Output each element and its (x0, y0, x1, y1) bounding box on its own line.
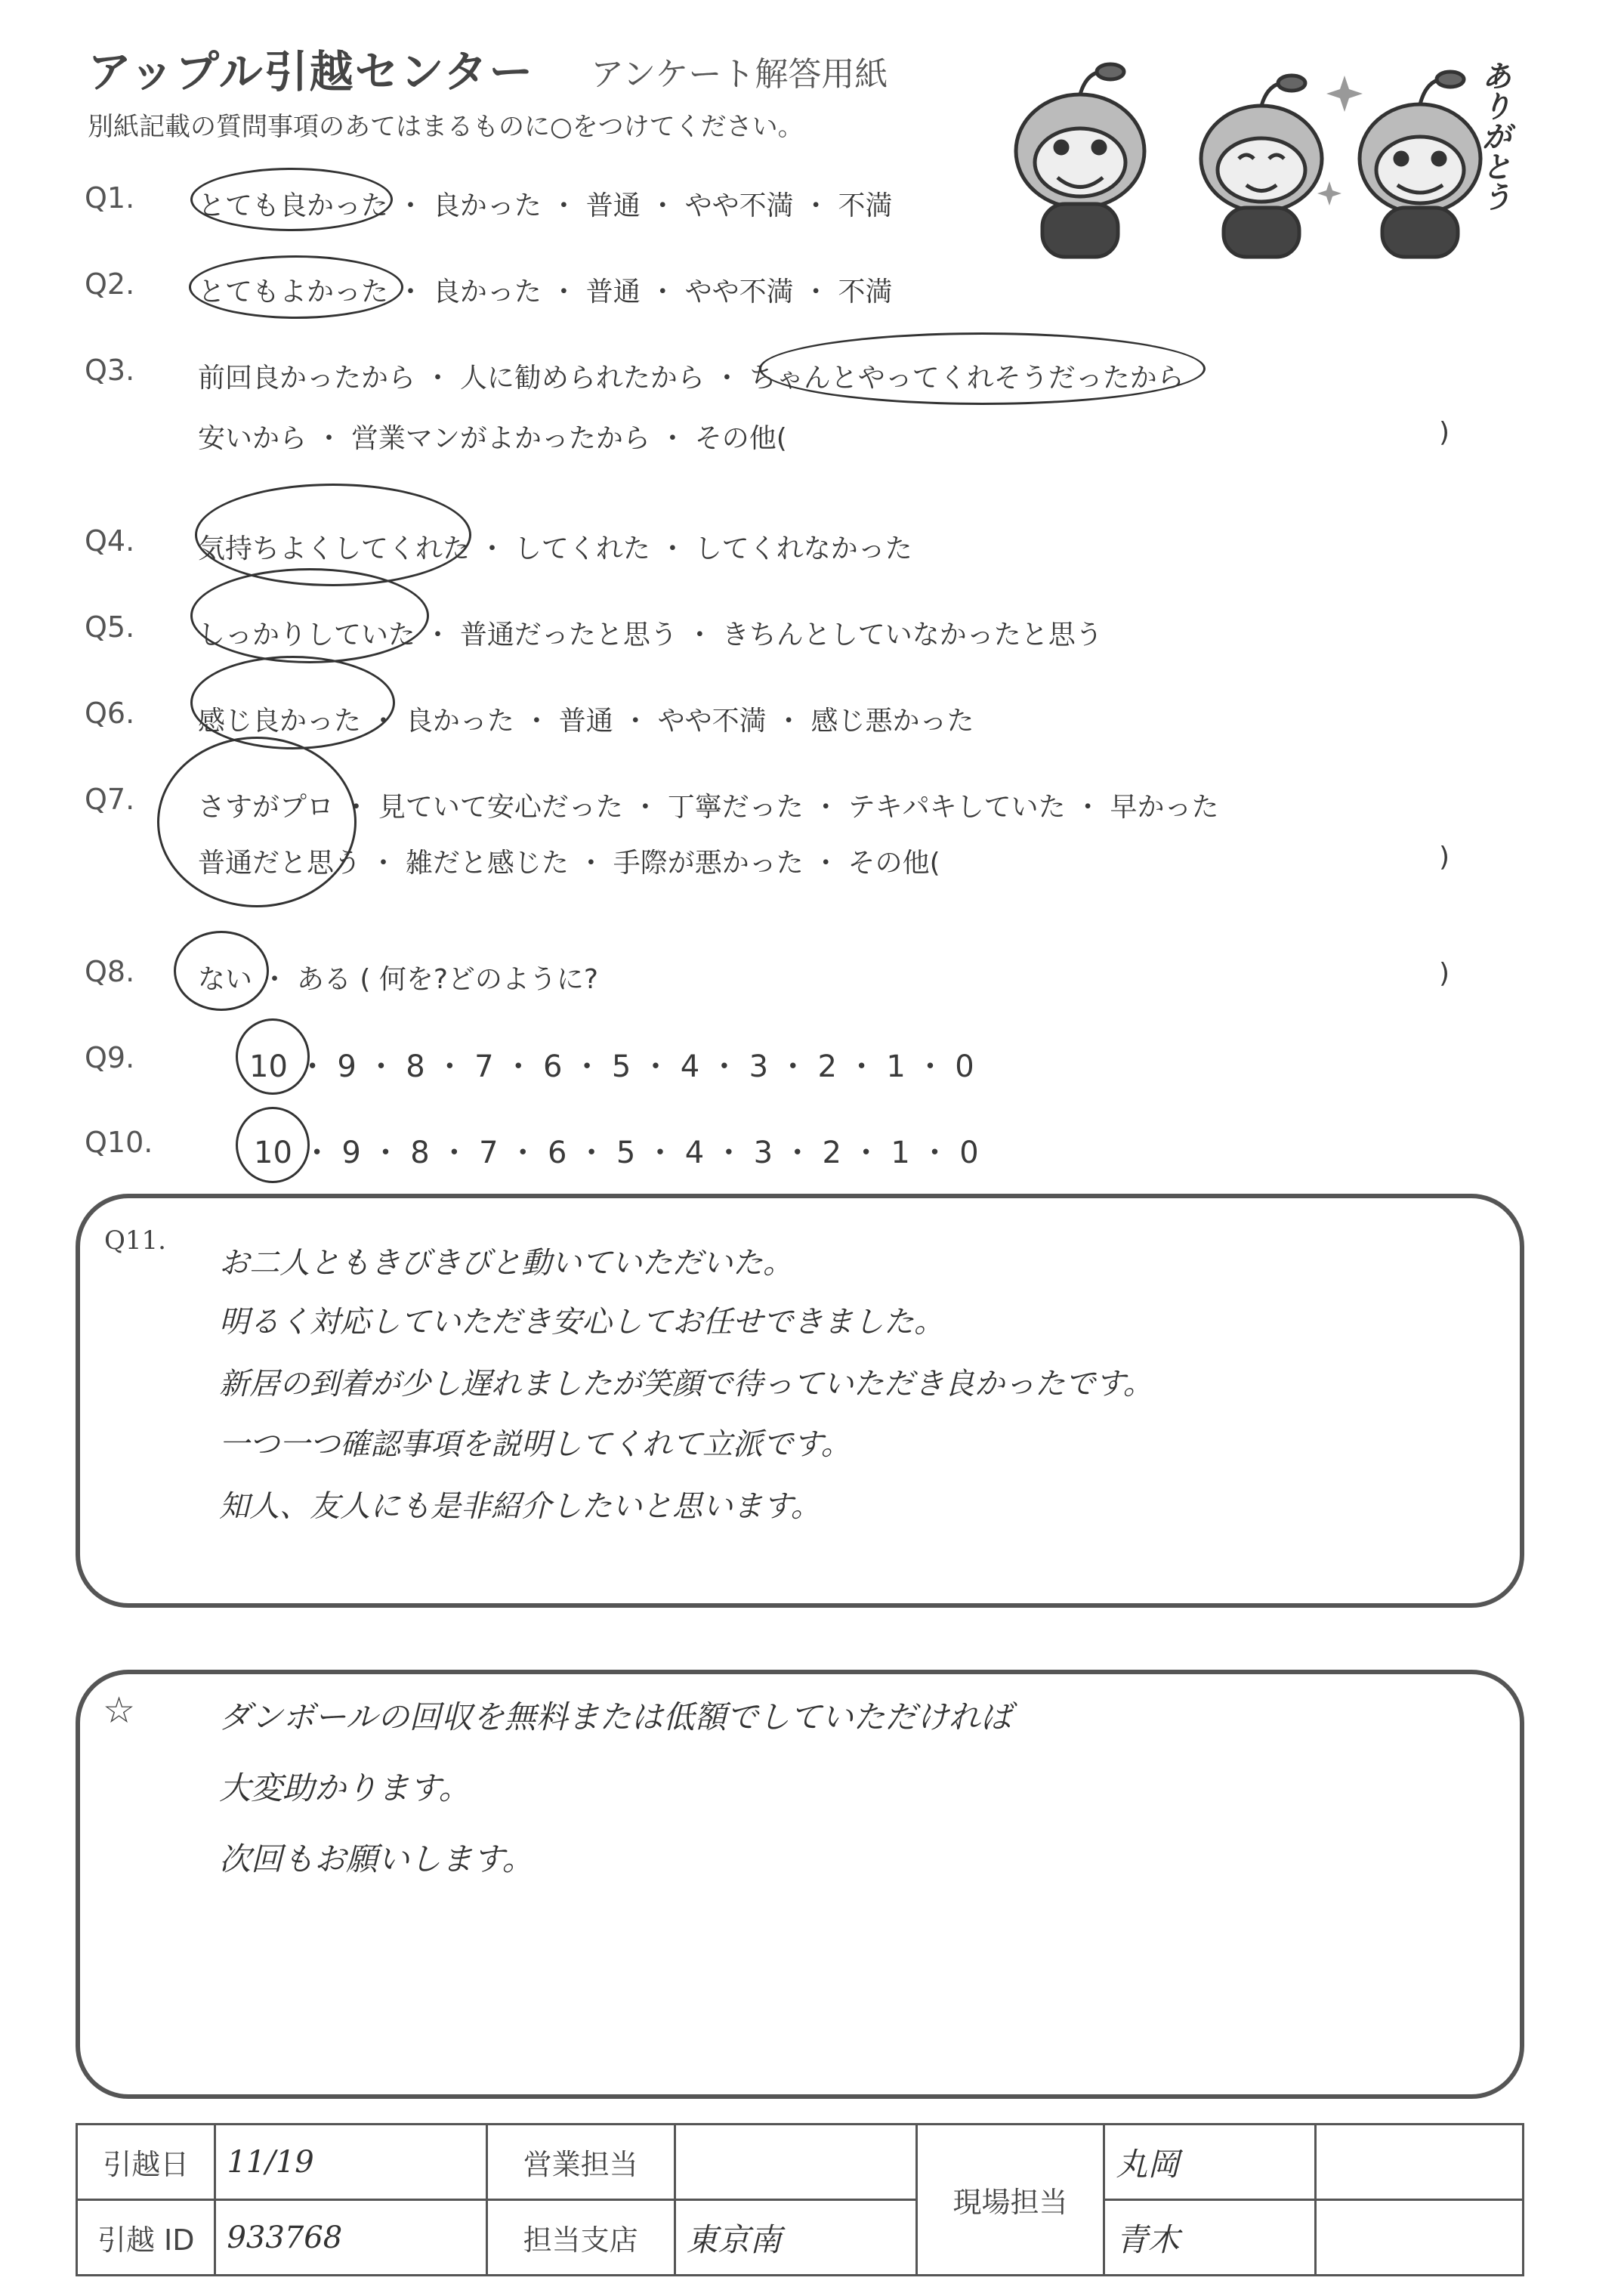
answer-circle (189, 255, 403, 319)
question-options-line2: 安いから ・ 営業マンがよかったから ・ その他( (198, 423, 787, 454)
answer-circle (236, 1107, 310, 1183)
form-subtitle: アンケート解答用紙 (591, 55, 888, 94)
question-options-line2: 普通だと思う ・ 雑だと感じた ・ 手際が悪かった ・ その他( (198, 848, 940, 879)
branch-value: 東京南 (675, 2200, 916, 2276)
question-options: 気持ちよくしてくれた ・ してくれた ・ してくれなかった (198, 533, 912, 564)
site-staff-2: 青木 (1104, 2200, 1316, 2276)
branch-label: 担当支店 (486, 2200, 675, 2276)
star-comment-line: ダンボールの回収を無料または低額でしていただければ (219, 1698, 1012, 1735)
company-title: アップル引越センター (88, 46, 535, 97)
question-label: Q2. (85, 267, 135, 301)
q11-label: Q11. (104, 1225, 166, 1256)
star-comment-line: 次回もお願いします。 (219, 1840, 534, 1877)
question-label: Q9. (85, 1041, 135, 1074)
question-label: Q1. (85, 181, 135, 215)
question-options: ない ・ ある ( 何を?どのように? (198, 964, 599, 995)
close-paren: ) (1439, 958, 1450, 989)
sales-staff-value (675, 2125, 916, 2200)
question-options: 感じ良かった ・ 良かった ・ 普通 ・ やや不満 ・ 感じ悪かった (198, 706, 974, 737)
monkey-icon (1201, 76, 1322, 257)
answer-circle (190, 168, 393, 231)
q11-comment-line: 新居の到着が少し遅れましたが笑顔で待っていただき良かったです。 (219, 1367, 1153, 1401)
rating-scale: 10 ・ 9 ・ 8 ・ 7 ・ 6 ・ 5 ・ 4 ・ 3 ・ 2 ・ 1 ・ 0 (249, 1049, 974, 1084)
q11-comment-line: お二人ともきびきびと動いていただいた。 (219, 1246, 793, 1281)
answer-circle (174, 931, 269, 1011)
question-label: Q8. (85, 955, 135, 988)
question-options: 前回良かったから ・ 人に勧められたから ・ ちゃんとやってくれそうだったから (198, 363, 1184, 394)
move-date-label: 引越日 (77, 2125, 215, 2200)
move-id-value: 933768 (215, 2200, 486, 2276)
close-paren: ) (1439, 417, 1450, 448)
sparkle-icon (1317, 76, 1363, 206)
site-staff-1: 丸岡 (1104, 2125, 1316, 2200)
thanks-text: ありがとう (1477, 60, 1512, 212)
monkey-icon (1016, 64, 1144, 257)
question-options: とても良かった ・ 良かった ・ 普通 ・ やや不満 ・ 不満 (198, 190, 893, 221)
site-staff-empty (1316, 2125, 1524, 2200)
q11-comment-line: 知人、友人にも是非紹介したいと思います。 (219, 1489, 821, 1524)
star-comment-line: 大変助かります。 (219, 1769, 471, 1806)
staff-info-table (76, 2123, 1524, 2276)
answer-circle (157, 737, 357, 907)
question-options: とてもよかった ・ 良かった ・ 普通 ・ やや不満 ・ 不満 (198, 277, 893, 307)
answer-circle (759, 332, 1206, 405)
monkey-icon (1360, 72, 1480, 257)
site-staff-label: 現場担当 (916, 2125, 1104, 2276)
site-staff-empty (1316, 2200, 1524, 2276)
instruction-text: 別紙記載の質問事項のあてはまるものに○をつけてください。 (88, 112, 804, 142)
answer-circle (190, 568, 429, 663)
question-options: さすがプロ ・ 見ていて安心だった ・ 丁寧だった ・ テキパキしていた ・ 早かった (198, 792, 1219, 823)
question-label: Q5. (85, 610, 135, 644)
question-label: Q7. (85, 783, 135, 816)
star-icon: ☆ (103, 1689, 136, 1732)
move-date-value: 11/19 (215, 2125, 486, 2200)
q11-comment-line: 明るく対応していただき安心してお任せできました。 (219, 1305, 944, 1340)
q11-comment-line: 一つ一つ確認事項を説明してくれて立派です。 (219, 1427, 851, 1462)
question-label: Q4. (85, 524, 135, 558)
sales-staff-label: 営業担当 (486, 2125, 675, 2200)
question-label: Q10. (85, 1126, 153, 1159)
mascot-illustration (997, 45, 1526, 264)
answer-circle (190, 656, 395, 749)
move-id-label: 引越 ID (77, 2200, 215, 2276)
question-label: Q6. (85, 697, 135, 730)
close-paren: ) (1439, 842, 1450, 873)
rating-scale: 10 ・ 9 ・ 8 ・ 7 ・ 6 ・ 5 ・ 4 ・ 3 ・ 2 ・ 1 ・ 0 (254, 1136, 979, 1170)
question-label: Q3. (85, 354, 135, 387)
answer-circle (236, 1018, 310, 1095)
question-options: しっかりしていた ・ 普通だったと思う ・ きちんとしていなかったと思う (198, 620, 1103, 651)
